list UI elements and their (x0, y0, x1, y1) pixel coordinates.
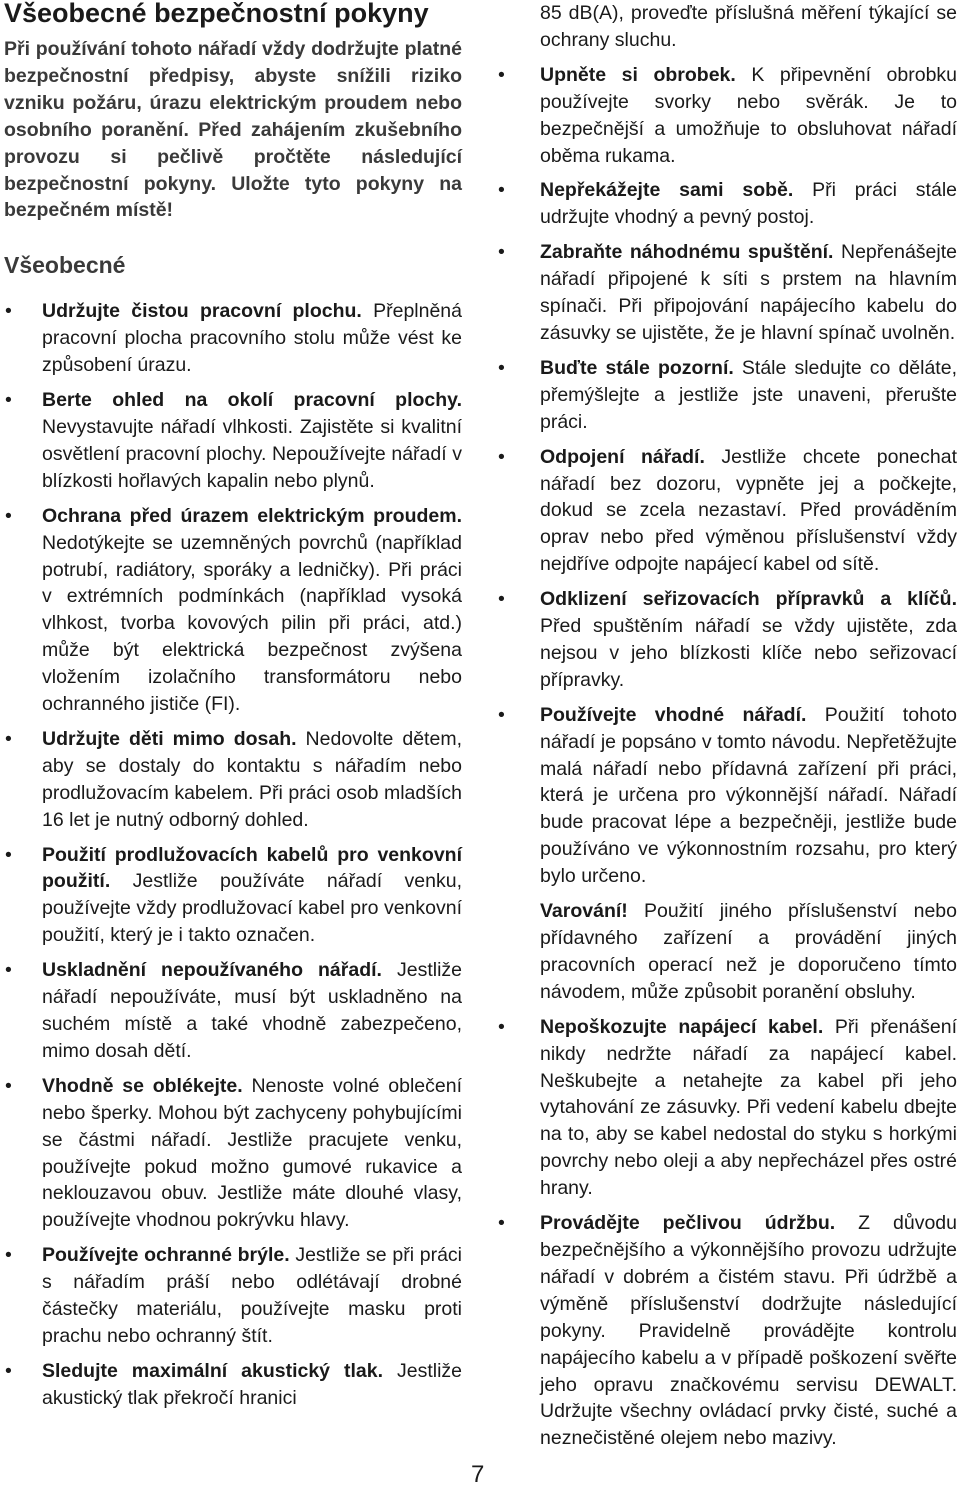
list-item (4, 1358, 462, 1412)
right-safety-list (498, 62, 958, 890)
list-item (498, 1014, 957, 1202)
item-text: Při přenášení nikdy nedržte nářadí za napájecí kabel. Neškubejte a netahejte za kabel při jeho vytahování ze zásuvky. Při vedení kabelu dbejte na to, aby se kabel nedostal do styku s horkými povrchy nebo oleji a aby nepřecházel přes ostré hrany. (540, 1015, 957, 1200)
bullet-icon: • (5, 389, 12, 412)
bullet-icon: • (498, 445, 505, 468)
item-text: Jestliže nářadí nepoužíváte, musí být uskladněno na suchém místě a také vhodně zabezpečeno, mimo dosah dětí. (42, 959, 462, 1062)
item-text: Nenoste volné oblečení nebo šperky. Mohou být zachyceny pohybujícími se částmi nářadí. Jestliže pracujete venku, používejte pokud možno gumové rukavice a neklouzavou obuv. Jestliže máte dlouhé vlasy, používejte vhodnou pokrývku hlavy. (42, 1074, 462, 1232)
item-text: Při práci stále udržujte vhodný a pevný postoj. (540, 179, 957, 229)
item-text: Jestliže chcete ponechat nářadí bez dozoru, vypněte jej a počkejte, dokud se zcela nezastaví. Před prováděním oprav nebo před výměnou příslušenství vždy nejdříve odpojte napájecí kabel od sítě. (540, 445, 958, 576)
warning-lead: Varování! (540, 900, 628, 923)
bullet-icon: • (498, 703, 505, 726)
item-text: Jestliže akustický tlak překročí hranici (42, 1359, 462, 1409)
item-text: Nedovolte dětem, aby se dostaly do kontaktu s nářadím nebo prodlužovacím kabelem. Při práci osob mladších 16 let je nutný odborný dohled. (42, 727, 462, 831)
bullet-icon: • (5, 1244, 12, 1267)
item-lead: Odpojení nářadí. (540, 445, 705, 468)
right-column (498, 0, 958, 1460)
warning-text: Použití jiného příslušenství nebo přídavného zařízení a provádění jiných pracovních operací než je doporučeno tímto návodem, může způsobit poranění obsluhy. (540, 900, 957, 1003)
item-text: Z důvodu bezpečnějšího a výkonnějšího provozu udržujte nářadí v dobrém a čistém stavu. Při údržbě a výměně příslušenství dodržujte následující pokyny. Pravidelně provádějte kontrolu napájecího kabelu a v případě poškození svěřte jeho opravu značkovému servisu DEWALT. Udržujte všechny ovládací prvky čisté, suché a neznečistěné olejem nebo mazivy. (540, 1212, 957, 1450)
item-lead: Berte ohled na okolí pracovní plochy. (42, 389, 462, 412)
item-lead: Zabraňte náhodnému spuštění. (540, 241, 834, 264)
list-item (498, 177, 957, 231)
continuation-text: 85 dB(A), proveďte příslušná měření týkající se ochrany sluchu. (540, 2, 957, 51)
item-text: Použití tohoto nářadí je popsáno v tomto návodu. Nepřetěžujte malá nářadí nebo přídavná zařízení při práci, která je určena pro výkonnější nářadí. Nářadí bude pracovat lépe a bezpečněji, jestliže bude používáno ve výkonnostním rozsahu, pro který bylo určeno. (540, 703, 957, 888)
list-item (498, 62, 958, 170)
list-item (498, 444, 958, 579)
list-item (498, 1210, 957, 1452)
list-item (498, 702, 957, 890)
item-text: Nepřenášejte nářadí připojené k síti s prstem na hlavním spínači. Při připojování napájecího kabelu do zásuvky se ujistěte, že je hlavní spínač uvolněn. (540, 241, 957, 344)
list-item (4, 503, 462, 718)
list-item (498, 239, 957, 347)
list-item (4, 1073, 462, 1234)
left-column (4, 0, 462, 1420)
bullet-icon: • (498, 1015, 505, 1038)
bullet-icon: • (5, 504, 12, 527)
bullet-icon: • (498, 356, 505, 379)
item-text: Přeplněná pracovní plocha pracovního stolu může vést ke způsobení úrazu. (42, 300, 462, 377)
item-text: Jestliže se při práci s nářadím práší nebo odlétávají drobné částečky materiálu, používejte masku proti prachu nebo ochranný štít. (42, 1244, 462, 1347)
bullet-icon: • (5, 1074, 12, 1097)
list-item (4, 957, 462, 1065)
page-number: 7 (471, 1461, 485, 1488)
item-lead: Odklizení seřizovacích přípravků a klíčů. (540, 588, 957, 611)
bullet-icon: • (498, 588, 505, 611)
list-item (4, 726, 462, 834)
item-lead: Používejte ochranné brýle. (42, 1244, 290, 1267)
list-item (498, 586, 957, 694)
item-lead: Buďte stále pozorní. (540, 356, 734, 379)
item-lead: Upněte si obrobek. (540, 63, 736, 86)
item-lead: Uskladnění nepoužívaného nářadí. (42, 959, 382, 982)
bullet-icon: • (498, 1212, 505, 1235)
bullet-icon: • (498, 179, 505, 202)
item-lead: Používejte vhodné nářadí. (540, 703, 807, 726)
item-text: Nedotýkejte se uzemněných povrchů (například potrubí, radiátory, sporáky a ledničky). Při práci v extrémních podmínkách (například vysoká vlhkost, tvorba kovových pilin při práci, atd.) může být elektrická bezpečnost zvýšena vložením izolačního transformátoru nebo ochranného jističe (FI). (42, 531, 462, 716)
item-text: Nevystavujte nářadí vlhkosti. Zajistěte si kvalitní osvětlení pracovní plochy. Nepoužívejte nářadí v blízkosti hořlavých kapalin nebo plynů. (42, 415, 462, 492)
warning-note (540, 898, 957, 1006)
item-lead: Nepřekážejte sami sobě. (540, 179, 794, 202)
section-heading: Všeobecné (4, 252, 126, 279)
item-lead: Provádějte pečlivou údržbu. (540, 1212, 836, 1235)
item-lead: Udržujte čistou pracovní plochu. (42, 300, 362, 323)
item-text: Jestliže používáte nářadí venku, používejte vždy prodlužovací kabel pro venkovní použití, který je i takto označen. (42, 870, 462, 947)
list-item (498, 355, 957, 436)
bullet-icon: • (5, 959, 12, 982)
item-lead: Použití prodlužovacích kabelů pro venkovní použití. (42, 843, 462, 893)
bullet-icon: • (5, 843, 12, 866)
list-item (4, 387, 462, 495)
bullet-icon: • (5, 300, 12, 323)
list-item (4, 1242, 462, 1350)
right-safety-list-continued (498, 1014, 957, 1453)
item-lead: Vhodně se oblékejte. (42, 1074, 243, 1097)
item-text: Stále sledujte co děláte, přemýšlejte a jestliže jste unaveni, přerušte práci. (540, 356, 957, 433)
item-lead: Ochrana před úrazem elektrickým proudem. (42, 504, 462, 527)
bullet-icon: • (498, 63, 505, 86)
bullet-icon: • (5, 727, 12, 750)
item-text: Před spuštěním nářadí se vždy ujistěte, zda nejsou v jeho blízkosti klíče nebo seřizovací přípravky. (540, 615, 957, 691)
item-lead: Nepoškozujte napájecí kabel. (540, 1015, 824, 1038)
page-title: Všeobecné bezpečnostní pokyny (4, 0, 429, 28)
intro-paragraph: Při používání tohoto nářadí vždy dodržujte platné bezpečnostní předpisy, abyste snížili riziko vzniku požáru, úrazu elektrickým proudem nebo osobního poranění. Před zahájením zkušebního provozu si pečlivě pročtěte následující bezpečnostní pokyny. Uložte tyto pokyny na bezpečném místě! (4, 38, 462, 222)
bullet-icon: • (5, 1359, 12, 1382)
item-lead: Udržujte děti mimo dosah. (42, 727, 297, 750)
item-lead: Sledujte maximální akustický tlak. (42, 1359, 384, 1382)
item-text: K připevnění obrobku používejte svorky nebo svěrák. Je to bezpečnější a umožňuje to obsluhovat nářadí oběma rukama. (540, 63, 958, 167)
bullet-icon: • (498, 241, 505, 264)
list-item (4, 298, 462, 379)
list-item (4, 842, 462, 950)
left-safety-list (4, 298, 462, 1411)
